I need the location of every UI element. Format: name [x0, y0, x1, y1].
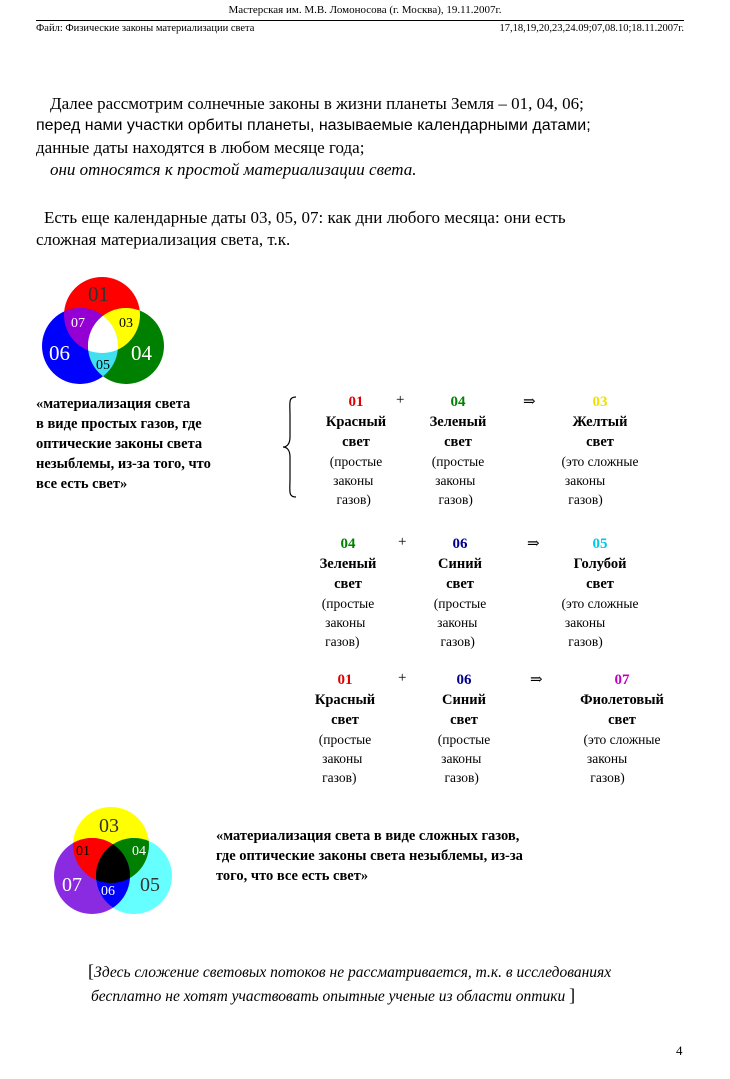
header-title: Мастерская им. М.В. Ломоносова (г. Москва), 19.11.2007г.	[228, 4, 502, 16]
term-light-word: свет	[342, 434, 370, 450]
term-note	[438, 730, 491, 787]
term-note-line: законы	[329, 473, 374, 488]
term-note-line: законы	[561, 473, 606, 488]
term-light-word: свет	[444, 434, 472, 450]
venn1-label-bottom: 05	[96, 358, 110, 373]
term-note-line: законы	[433, 615, 478, 630]
term-note-line: законы	[583, 751, 628, 766]
term-note-line: (это сложные	[561, 596, 639, 611]
equation-row	[0, 392, 730, 522]
implies-arrow: ⇒	[527, 536, 540, 552]
header-dates: 17,18,19,20,23,24.09;07,08.10;18.11.2007г.	[499, 23, 684, 34]
term-color-name: Желтый	[572, 414, 628, 430]
term-color-name: Фиолетовый	[580, 692, 664, 708]
term-light-word: свет	[450, 712, 478, 728]
term-number: 03	[592, 394, 608, 410]
term-color-name: Красный	[325, 414, 387, 430]
term-number: 06	[452, 536, 468, 552]
term-note-line: (простые	[329, 454, 383, 469]
equation-row	[0, 534, 730, 664]
implies-arrow: ⇒	[530, 672, 543, 688]
term-light-word: свет	[446, 576, 474, 592]
equation-term	[305, 670, 385, 787]
term-color-name: Зеленый	[319, 556, 377, 572]
term-note-line: газов)	[433, 634, 475, 649]
term-note-line: (это сложные	[561, 454, 639, 469]
equation-term	[420, 534, 500, 651]
term-note-line: (это сложные	[583, 732, 661, 747]
footer-open-bracket: [	[88, 961, 94, 981]
term-note-line: (простые	[431, 454, 485, 469]
quote-complex-gases	[216, 826, 616, 886]
venn-diagram-subtractive	[50, 803, 180, 918]
term-note-line: законы	[561, 615, 606, 630]
paragraph-1	[36, 93, 686, 181]
footer-line1: Здесь сложение световых потоков не рассматривается, т.к. в исследованиях	[94, 964, 612, 981]
equation-term	[572, 670, 672, 787]
p2-line1: Есть еще календарные даты 03, 05, 07: как дни любого месяца: они есть	[44, 208, 566, 227]
term-color-name: Синий	[442, 692, 486, 708]
venn1-label-left: 06	[49, 341, 70, 365]
venn1-label-top-right: 03	[119, 316, 133, 331]
p1-line2: перед нами участки орбиты планеты, называемые календарными датами;	[36, 117, 591, 134]
venn2-label-bottom: 06	[101, 884, 115, 899]
p1-line1: Далее рассмотрим солнечные законы в жизни планеты Земля – 01, 04, 06;	[50, 94, 584, 113]
term-number: 05	[592, 536, 608, 552]
p2-line2: сложная материализация света, т.к.	[36, 230, 291, 249]
quote1-line2: в виде простых газов, где	[36, 416, 202, 432]
venn2-label-right: 05	[140, 874, 160, 896]
term-number: 04	[450, 394, 466, 410]
header-file: Файл: Физические законы материализации света	[36, 23, 255, 34]
equation-term	[560, 392, 640, 509]
term-note-line: газов)	[329, 492, 371, 507]
term-light-word: свет	[334, 576, 362, 592]
equation-term	[424, 670, 504, 787]
venn2-label-top-right: 04	[132, 844, 146, 859]
term-color-name: Синий	[438, 556, 482, 572]
venn1-label-top: 01	[88, 282, 109, 306]
equation-term	[560, 534, 640, 651]
quote2-line1: «материализация света в виде сложных газов,	[216, 828, 520, 844]
term-light-word: свет	[608, 712, 636, 728]
venn1-label-right: 04	[131, 341, 152, 365]
quote1-line5: все есть свет»	[36, 476, 128, 492]
paragraph-2	[36, 207, 686, 251]
page-number: 4	[676, 1043, 683, 1058]
term-note	[330, 452, 383, 509]
term-note-line: газов)	[431, 492, 473, 507]
equation-term	[316, 392, 396, 509]
quote1-line4: незыблемы, из-за того, что	[36, 456, 211, 472]
implies-arrow: ⇒	[523, 394, 536, 410]
footer-note	[88, 960, 688, 1008]
plus-sign: +	[398, 534, 407, 550]
p1-line4: они относятся к простой материализации света.	[50, 160, 417, 179]
term-note-line: газов)	[318, 770, 357, 785]
term-note	[432, 452, 485, 509]
quote2-line2: где оптические законы света незыблемы, из-за	[216, 848, 523, 864]
p1-line3: данные даты находятся в любом месяце года;	[36, 138, 365, 157]
venn1-label-top-left: 07	[71, 316, 85, 331]
term-note-line: законы	[318, 751, 363, 766]
quote2-line3: того, что все есть свет»	[216, 868, 369, 884]
term-note	[434, 594, 487, 651]
quote1-line1: «материализация света	[36, 396, 191, 412]
term-note-line: газов)	[437, 770, 479, 785]
term-note	[319, 730, 372, 787]
term-note-line: газов)	[561, 634, 603, 649]
term-light-word: свет	[331, 712, 359, 728]
plus-sign: +	[398, 670, 407, 686]
term-note	[562, 452, 639, 509]
venn-diagram-additive	[36, 273, 176, 388]
term-note	[562, 594, 639, 651]
venn2-label-left: 07	[62, 874, 82, 896]
term-note-line: законы	[431, 473, 476, 488]
plus-sign: +	[396, 392, 405, 408]
term-note-line: газов)	[583, 770, 625, 785]
footer-close-bracket: ]	[569, 985, 576, 1005]
equation-row	[0, 670, 730, 800]
term-note-line: газов)	[321, 634, 360, 649]
quote1-line3: оптические законы света	[36, 436, 203, 452]
term-note	[322, 594, 375, 651]
header-file-line	[36, 20, 684, 34]
venn2-label-top-left: 01	[76, 844, 90, 859]
equation-term	[418, 392, 498, 509]
footer-line2: бесплатно не хотят участвовать опытные ученые из области оптики	[91, 988, 570, 1005]
term-note-line: законы	[321, 615, 366, 630]
term-number: 04	[340, 536, 356, 552]
venn2-label-top: 03	[99, 815, 119, 837]
term-color-name: Красный	[314, 692, 376, 708]
equation-term	[308, 534, 388, 651]
term-number: 01	[337, 672, 353, 688]
term-note	[584, 730, 661, 787]
term-color-name: Зеленый	[429, 414, 487, 430]
term-number: 01	[348, 394, 364, 410]
term-note-line: законы	[437, 751, 482, 766]
term-note-line: газов)	[561, 492, 603, 507]
term-light-word: свет	[586, 434, 614, 450]
term-note-line: (простые	[318, 732, 372, 747]
term-number: 07	[614, 672, 630, 688]
term-note-line: (простые	[437, 732, 491, 747]
term-note-line: (простые	[321, 596, 375, 611]
term-number: 06	[456, 672, 472, 688]
term-note-line: (простые	[433, 596, 487, 611]
term-color-name: Голубой	[573, 556, 627, 572]
term-light-word: свет	[586, 576, 614, 592]
